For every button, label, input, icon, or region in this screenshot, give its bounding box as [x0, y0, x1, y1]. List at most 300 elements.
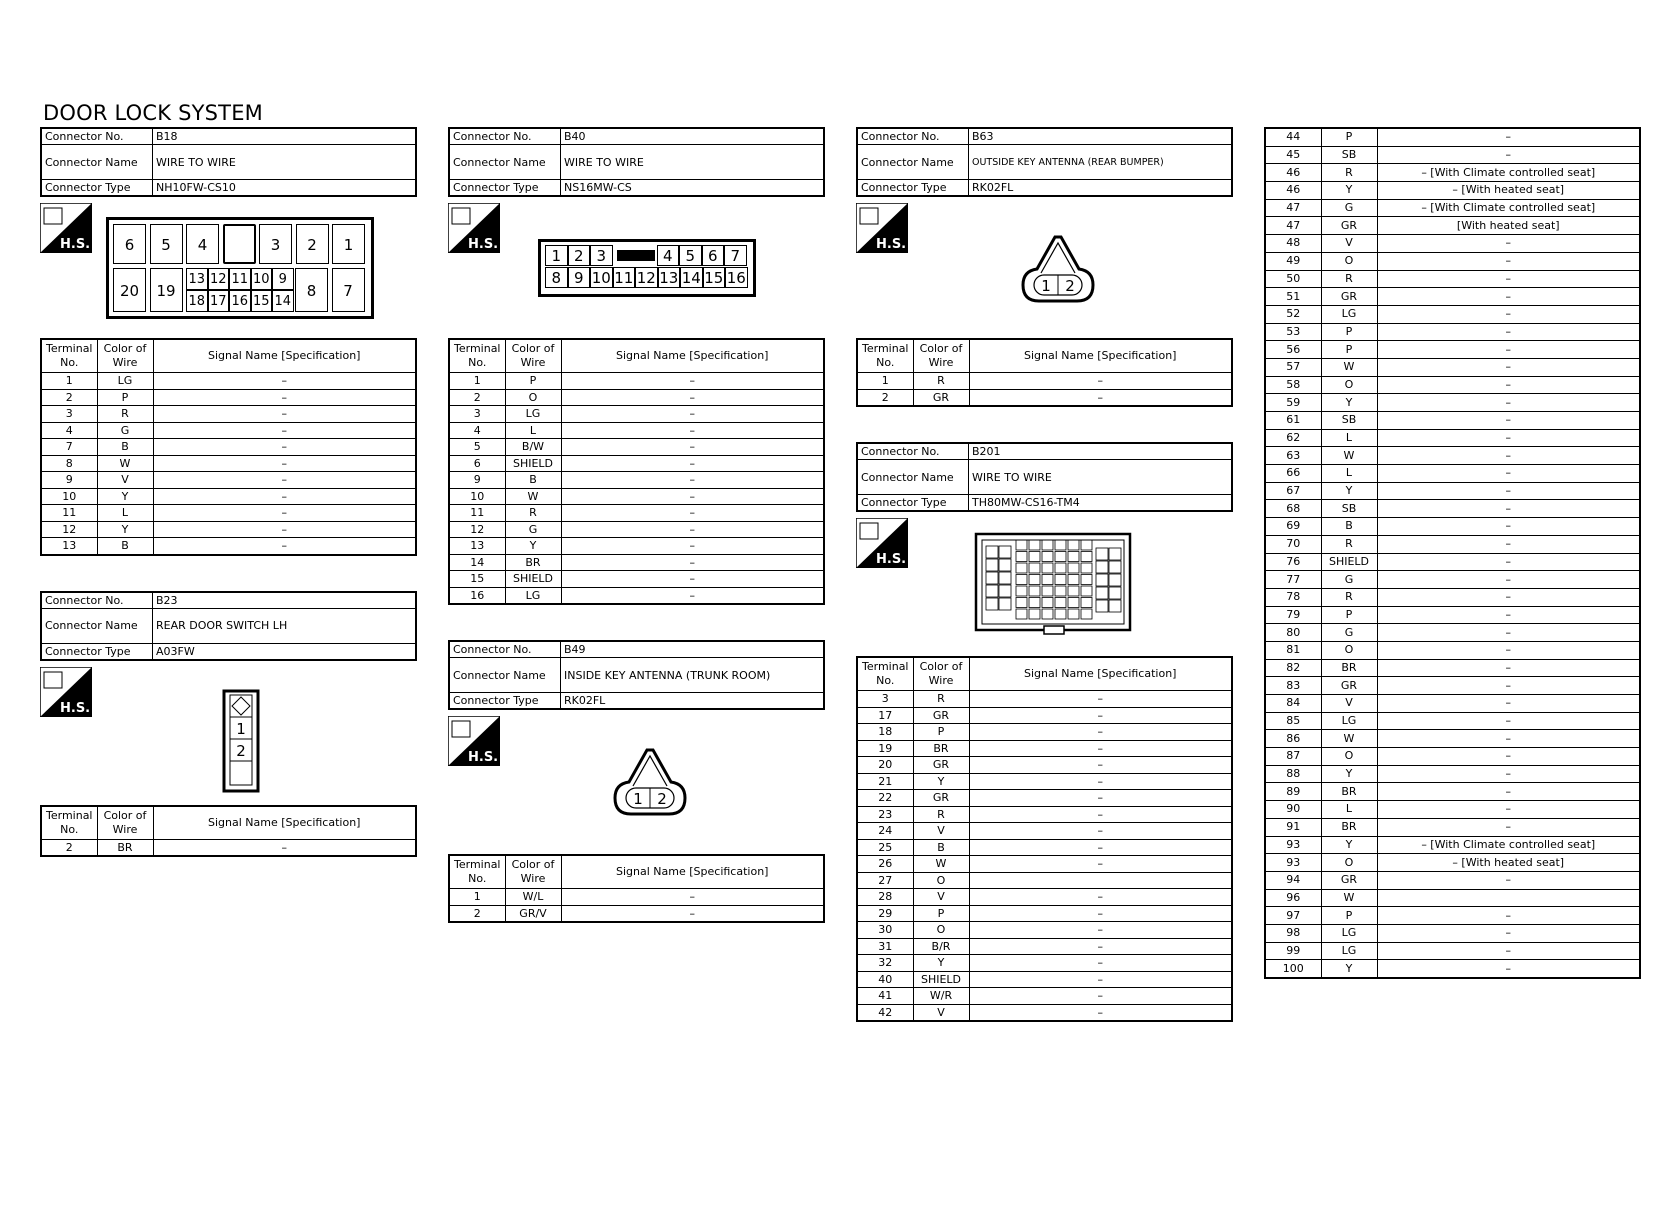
pin-label: 1 — [236, 719, 246, 738]
terminal-no: 58 — [1265, 376, 1321, 394]
wire-color: Y — [1321, 182, 1377, 200]
table-row — [857, 806, 1232, 823]
hs-icon — [448, 716, 498, 764]
signal-name: – — [1377, 394, 1640, 412]
signal-name: – — [1377, 341, 1640, 359]
wire-color: GR — [1321, 677, 1377, 695]
pin-label: 6 — [113, 224, 146, 264]
signal-name: – — [1377, 465, 1640, 483]
page-title: DOOR LOCK SYSTEM — [43, 101, 263, 125]
table-row — [1265, 730, 1640, 748]
wire-color: W — [505, 488, 561, 505]
column-3 — [856, 127, 1233, 1022]
table-row — [857, 757, 1232, 774]
table-row — [41, 373, 416, 390]
terminal-no: 16 — [449, 587, 505, 604]
pin-label: 8 — [545, 267, 568, 288]
label-connector-name: Connector Name — [41, 608, 153, 643]
terminal-no: 98 — [1265, 924, 1321, 942]
header-signal: Signal Name [Specification] — [969, 339, 1232, 373]
pin-label: 6 — [702, 245, 725, 266]
signal-name: – — [1377, 659, 1640, 677]
terminal-no: 4 — [41, 422, 97, 439]
table-row — [41, 839, 416, 856]
signal-name: – — [1377, 128, 1640, 146]
label-connector-name: Connector Name — [449, 658, 561, 693]
table-row — [1265, 518, 1640, 536]
wire-color: W/L — [505, 889, 561, 906]
signal-name: – — [969, 389, 1232, 406]
pin-blank — [223, 224, 256, 264]
key-bar — [617, 250, 655, 261]
signal-name: – — [561, 587, 824, 604]
table-row — [1265, 164, 1640, 182]
label-connector-no: Connector No. — [857, 443, 969, 460]
pin-cell — [1042, 563, 1053, 573]
terminal-no: 84 — [1265, 695, 1321, 713]
signal-name: – — [969, 905, 1232, 922]
label-connector-name: Connector Name — [41, 145, 153, 180]
signal-name: – — [561, 439, 824, 456]
pin-label: 17 — [208, 290, 230, 312]
wire-color: G — [1321, 199, 1377, 217]
wire-color: R — [505, 505, 561, 522]
pin-label: 13 — [659, 269, 679, 287]
terminal-no: 76 — [1265, 553, 1321, 571]
pin-label: 4 — [186, 224, 219, 264]
signal-name: – — [969, 740, 1232, 757]
svg-text:H.S.: H.S. — [60, 237, 91, 252]
signal-name: – — [969, 971, 1232, 988]
terminal-no: 23 — [857, 806, 913, 823]
pin-label: 12 — [208, 268, 230, 290]
terminal-no: 12 — [41, 521, 97, 538]
terminal-no: 25 — [857, 839, 913, 856]
pin-cell — [1055, 552, 1066, 562]
label-connector-no: Connector No. — [449, 641, 561, 658]
table-row — [1265, 465, 1640, 483]
table-row — [1265, 588, 1640, 606]
pin-cell — [1042, 552, 1053, 562]
signal-name: – — [969, 988, 1232, 1005]
wire-color: L — [1321, 465, 1377, 483]
table-row — [449, 455, 824, 472]
connector-name: WIRE TO WIRE — [561, 145, 825, 180]
table-row — [857, 691, 1232, 708]
wire-color: SB — [1321, 500, 1377, 518]
signal-name: – — [561, 422, 824, 439]
signal-name: – — [969, 773, 1232, 790]
table-row — [1265, 606, 1640, 624]
terminal-no: 70 — [1265, 535, 1321, 553]
signal-name: – — [1377, 677, 1640, 695]
signal-name: – — [969, 938, 1232, 955]
wire-color: GR — [913, 757, 969, 774]
signal-name: – — [969, 839, 1232, 856]
signal-name: – — [1377, 695, 1640, 713]
table-row — [857, 955, 1232, 972]
wire-color: G — [97, 422, 153, 439]
connector-no: B18 — [153, 128, 417, 145]
terminal-no: 13 — [449, 538, 505, 555]
header-terminal-no: Terminal No. — [449, 339, 505, 373]
table-row — [857, 373, 1232, 390]
table-row — [1265, 199, 1640, 217]
wire-color: W — [913, 856, 969, 873]
header-signal: Signal Name [Specification] — [561, 855, 824, 889]
table-row — [857, 922, 1232, 939]
wire-color: GR — [1321, 871, 1377, 889]
wire-color: LG — [97, 373, 153, 390]
table-row — [857, 938, 1232, 955]
terminal-no: 18 — [857, 724, 913, 741]
signal-name: – — [1377, 323, 1640, 341]
signal-name: – — [969, 724, 1232, 741]
column-1 — [40, 127, 417, 857]
wire-color: R — [1321, 270, 1377, 288]
signal-name: – — [1377, 553, 1640, 571]
table-row — [857, 740, 1232, 757]
signal-name: – — [969, 1004, 1232, 1021]
wire-color: W — [1321, 889, 1377, 907]
signal-name: – — [561, 505, 824, 522]
wire-color: O — [1321, 748, 1377, 766]
signal-name: – — [561, 571, 824, 588]
table-row — [857, 790, 1232, 807]
terminal-no: 31 — [857, 938, 913, 955]
pin-label: 9 — [272, 268, 294, 290]
terminal-no: 13 — [41, 538, 97, 555]
pin-cell — [1068, 552, 1079, 562]
wire-color: O — [913, 922, 969, 939]
pin-label: 15 — [251, 290, 273, 312]
pin-label: 18 — [186, 290, 208, 312]
signal-name: – — [969, 856, 1232, 873]
table-row — [1265, 394, 1640, 412]
signal-name: – — [153, 839, 416, 856]
hs-icon — [448, 203, 498, 251]
terminal-no: 100 — [1265, 960, 1321, 978]
connector-no: B40 — [561, 128, 825, 145]
table-row — [449, 472, 824, 489]
terminal-table-b18 — [40, 338, 417, 556]
wire-color: L — [1321, 801, 1377, 819]
connector-type: NS16MW-CS — [561, 180, 825, 197]
pin-cell — [1068, 575, 1079, 585]
connector-diagram-b49 — [448, 716, 825, 854]
table-row — [1265, 182, 1640, 200]
wire-color: R — [913, 691, 969, 708]
pin-cell — [1029, 575, 1040, 585]
table-row — [449, 439, 824, 456]
pin-label: 7 — [332, 268, 365, 312]
signal-name: – — [561, 389, 824, 406]
signal-name: – — [153, 455, 416, 472]
terminal-no: 28 — [857, 889, 913, 906]
pin-cell — [1081, 552, 1092, 562]
signal-name: – — [561, 373, 824, 390]
terminal-no: 50 — [1265, 270, 1321, 288]
wire-color: P — [97, 389, 153, 406]
terminal-table-b23 — [40, 805, 417, 858]
wire-color: SHIELD — [1321, 553, 1377, 571]
pin-label: 15 — [704, 269, 724, 287]
signal-name: – [With Climate controlled seat] — [1377, 836, 1640, 854]
connector-diagram-b40 — [448, 203, 825, 338]
wire-color: BR — [1321, 783, 1377, 801]
table-row — [41, 472, 416, 489]
signal-name: – — [1377, 429, 1640, 447]
pin-cell — [1029, 540, 1040, 550]
pin-label: 4 — [657, 245, 680, 266]
label-connector-name: Connector Name — [857, 145, 969, 180]
signal-name: – — [1377, 730, 1640, 748]
signal-name — [969, 872, 1232, 889]
signal-name: – — [1377, 765, 1640, 783]
terminal-no: 69 — [1265, 518, 1321, 536]
header-color: Color of Wire — [505, 855, 561, 889]
connector-diagram-b18 — [40, 203, 417, 338]
terminal-no: 85 — [1265, 712, 1321, 730]
connector-info-b18 — [40, 127, 417, 197]
wire-color: Y — [1321, 836, 1377, 854]
terminal-no: 24 — [857, 823, 913, 840]
table-row — [1265, 217, 1640, 235]
table-row — [857, 988, 1232, 1005]
terminal-no: 61 — [1265, 412, 1321, 430]
table-row — [1265, 482, 1640, 500]
wire-color: SB — [1321, 146, 1377, 164]
terminal-no: 9 — [449, 472, 505, 489]
wire-color: GR — [913, 790, 969, 807]
signal-name: – — [1377, 960, 1640, 978]
table-row — [1265, 323, 1640, 341]
terminal-no: 8 — [41, 455, 97, 472]
wire-color: BR — [913, 740, 969, 757]
wire-color: V — [913, 1004, 969, 1021]
terminal-no: 30 — [857, 922, 913, 939]
table-row — [1265, 128, 1640, 146]
wire-color: O — [505, 389, 561, 406]
pin-cell — [1081, 598, 1092, 608]
signal-name: – — [1377, 518, 1640, 536]
signal-name: – — [1377, 907, 1640, 925]
terminal-no: 88 — [1265, 765, 1321, 783]
wire-color: LG — [1321, 942, 1377, 960]
table-row — [1265, 429, 1640, 447]
terminal-no: 47 — [1265, 217, 1321, 235]
connector-face-b40 — [538, 239, 756, 297]
wire-color: BR — [505, 554, 561, 571]
terminal-no: 11 — [449, 505, 505, 522]
svg-text:H.S.: H.S. — [60, 700, 91, 716]
table-row — [449, 505, 824, 522]
signal-name: – — [1377, 801, 1640, 819]
table-row — [449, 422, 824, 439]
terminal-no: 2 — [41, 389, 97, 406]
wire-color: V — [1321, 695, 1377, 713]
terminal-no: 67 — [1265, 482, 1321, 500]
table-row — [857, 389, 1232, 406]
header-signal: Signal Name [Specification] — [969, 657, 1232, 691]
pin-cell — [1016, 540, 1027, 550]
header-color: Color of Wire — [913, 339, 969, 373]
terminal-no: 78 — [1265, 588, 1321, 606]
terminal-no: 17 — [857, 707, 913, 724]
pin-cell — [1068, 609, 1079, 619]
pin-label: 14 — [272, 290, 294, 312]
pin-cell — [1042, 609, 1053, 619]
wire-color: P — [1321, 907, 1377, 925]
table-row — [41, 521, 416, 538]
table-row — [1265, 146, 1640, 164]
pin-label: 10 — [591, 269, 611, 287]
connector-name: REAR DOOR SWITCH LH — [153, 608, 417, 643]
table-row — [449, 538, 824, 555]
table-row — [1265, 907, 1640, 925]
signal-name: – — [969, 806, 1232, 823]
signal-name — [1377, 889, 1640, 907]
terminal-no: 81 — [1265, 641, 1321, 659]
wire-color: Y — [913, 773, 969, 790]
hs-icon — [40, 203, 90, 251]
pin-cell — [1029, 552, 1040, 562]
wire-color: W — [1321, 447, 1377, 465]
signal-name: – — [1377, 535, 1640, 553]
signal-name: – — [561, 905, 824, 922]
signal-name: – — [1377, 482, 1640, 500]
table-row — [1265, 535, 1640, 553]
terminal-no: 20 — [857, 757, 913, 774]
signal-name: – — [561, 521, 824, 538]
signal-name: – — [153, 373, 416, 390]
wire-color: W — [1321, 358, 1377, 376]
table-row — [1265, 235, 1640, 253]
table-row — [1265, 889, 1640, 907]
table-row — [1265, 500, 1640, 518]
signal-name: – — [1377, 783, 1640, 801]
wire-color: R — [913, 806, 969, 823]
connector-diagram-b23 — [40, 667, 417, 805]
pin-label: 3 — [590, 245, 613, 266]
terminal-no: 29 — [857, 905, 913, 922]
signal-name: – — [969, 922, 1232, 939]
table-row — [1265, 447, 1640, 465]
wire-color: LG — [1321, 305, 1377, 323]
signal-name: – — [969, 823, 1232, 840]
wire-color: P — [505, 373, 561, 390]
wire-color: LG — [1321, 712, 1377, 730]
wire-color: LG — [505, 587, 561, 604]
pin-cell — [1016, 586, 1027, 596]
signal-name: – — [153, 406, 416, 423]
terminal-no: 90 — [1265, 801, 1321, 819]
wire-color: V — [913, 889, 969, 906]
wire-color: SHIELD — [505, 455, 561, 472]
table-row — [1265, 960, 1640, 978]
header-color: Color of Wire — [97, 806, 153, 840]
signal-name: – — [153, 422, 416, 439]
signal-name: – — [561, 538, 824, 555]
pin-label: 10 — [251, 268, 273, 290]
terminal-no: 51 — [1265, 288, 1321, 306]
terminal-no: 32 — [857, 955, 913, 972]
label-connector-no: Connector No. — [41, 128, 153, 145]
table-row — [1265, 553, 1640, 571]
table-row — [857, 823, 1232, 840]
signal-name: – — [153, 439, 416, 456]
terminal-no: 45 — [1265, 146, 1321, 164]
signal-name: – — [969, 691, 1232, 708]
pin-label: 1 — [633, 790, 643, 808]
table-row — [1265, 854, 1640, 872]
terminal-no: 68 — [1265, 500, 1321, 518]
signal-name: – — [1377, 252, 1640, 270]
table-row — [857, 773, 1232, 790]
pin-label: 12 — [636, 269, 656, 287]
table-row — [1265, 341, 1640, 359]
pin-cell — [1016, 563, 1027, 573]
pin-cell — [1055, 575, 1066, 585]
wire-color: P — [1321, 323, 1377, 341]
wire-color: SHIELD — [505, 571, 561, 588]
header-color: Color of Wire — [913, 657, 969, 691]
terminal-no: 3 — [41, 406, 97, 423]
terminal-no: 10 — [449, 488, 505, 505]
wire-color: Y — [97, 488, 153, 505]
terminal-table-b49 — [448, 854, 825, 923]
label-connector-type: Connector Type — [857, 180, 969, 197]
wire-color: L — [97, 505, 153, 522]
header-signal: Signal Name [Specification] — [561, 339, 824, 373]
terminal-no: 1 — [449, 889, 505, 906]
terminal-no: 1 — [41, 373, 97, 390]
connector-info-b63 — [856, 127, 1233, 197]
wire-color: BR — [1321, 659, 1377, 677]
signal-name: – — [561, 406, 824, 423]
terminal-no: 22 — [857, 790, 913, 807]
pin-cell — [1081, 563, 1092, 573]
wire-color: R — [913, 373, 969, 390]
wire-color: Y — [1321, 765, 1377, 783]
wire-color: B — [97, 538, 153, 555]
signal-name: – — [1377, 748, 1640, 766]
wire-color: G — [505, 521, 561, 538]
terminal-no: 21 — [857, 773, 913, 790]
terminal-no: 44 — [1265, 128, 1321, 146]
wire-color: GR/V — [505, 905, 561, 922]
table-row — [857, 872, 1232, 889]
terminal-no: 5 — [449, 439, 505, 456]
pin-label: 8 — [295, 268, 328, 312]
pin-label: 2 — [657, 790, 667, 808]
signal-name: – — [561, 455, 824, 472]
label-connector-type: Connector Type — [857, 495, 969, 512]
wire-color: O — [913, 872, 969, 889]
connector-diagram-b63 — [856, 203, 1233, 338]
pin-label: 16 — [229, 290, 251, 312]
table-row — [1265, 305, 1640, 323]
svg-text:H.S.: H.S. — [468, 750, 499, 765]
terminal-no: 97 — [1265, 907, 1321, 925]
wire-color: B — [505, 472, 561, 489]
table-row — [449, 373, 824, 390]
wire-color: B/R — [913, 938, 969, 955]
pin-label: 5 — [679, 245, 702, 266]
pin-label: 2 — [1065, 277, 1075, 295]
terminal-no: 19 — [857, 740, 913, 757]
pin-cell — [1055, 598, 1066, 608]
